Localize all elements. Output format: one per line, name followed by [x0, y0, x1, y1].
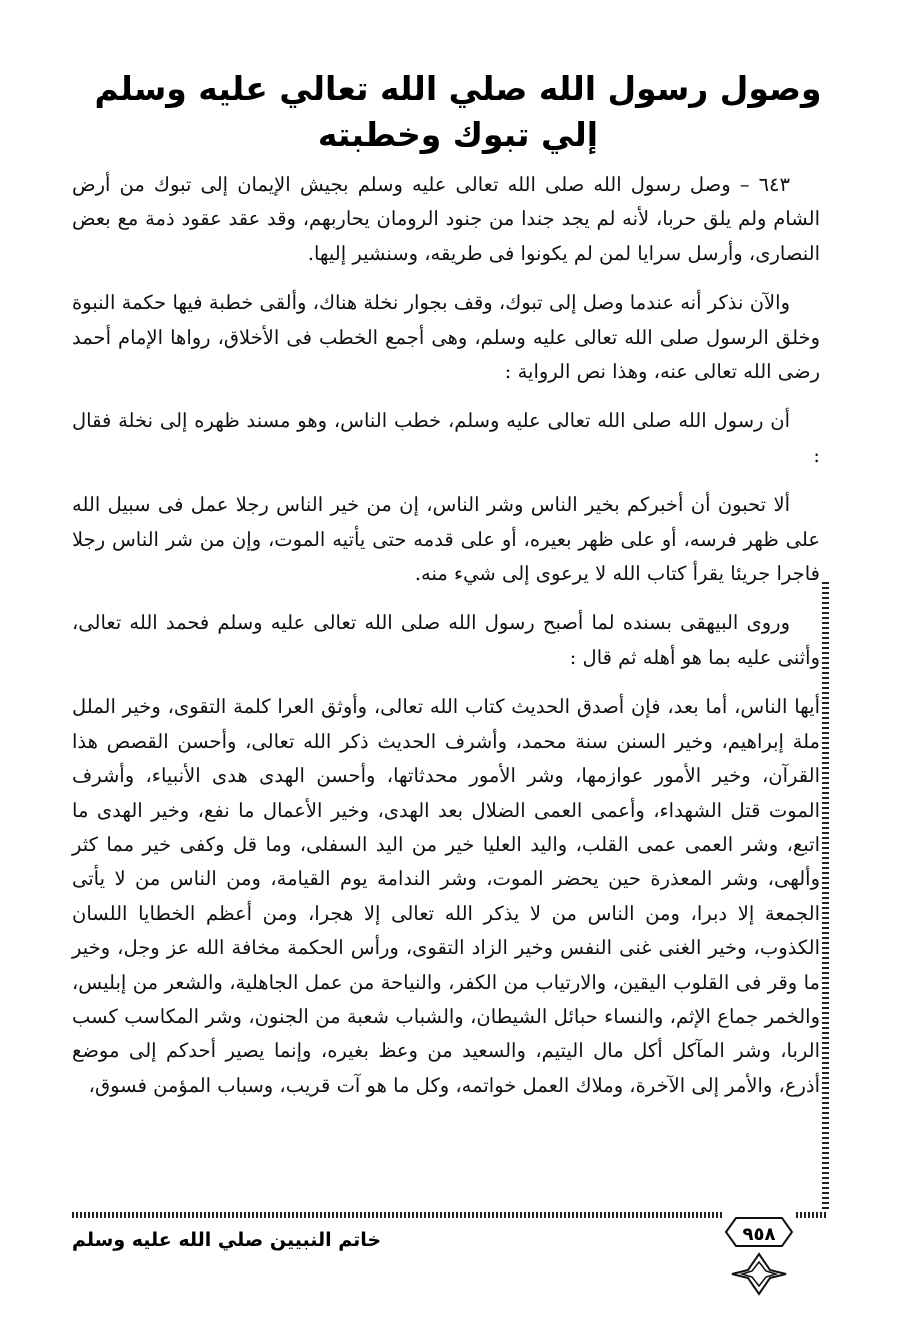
chapter-title-line-1: وصول رسول الله صلي الله تعالي عليه وسلم	[94, 69, 822, 108]
chapter-title-line-2: إلي تبوك وخطبته	[317, 115, 599, 154]
paragraph-narration: أن رسول الله صلى الله تعالى عليه وسلم، خطب الناس، وهو مسند ظهره إلى نخلة فقال :	[72, 409, 820, 467]
book-title: خاتم النبيين صلي الله عليه وسلم	[72, 1229, 382, 1251]
paragraph-hadith-1: ألا تحبون أن أخبركم بخير الناس وشر الناس، إن من خير الناس رجلا عمل فى سبيل الله على ظهر فرسه، أو على ظهر بعيره، أو على قدمه حتى يأتيه الموت، وإن من شر الناس رجلا فاجرا جريئا يقرأ كتاب الله لا يرعوى إلى شيء منه.	[72, 493, 820, 586]
page-number: ٩٥٨	[742, 1224, 776, 1245]
paragraph-context: والآن نذكر أنه عندما وصل إلى تبوك، وقف بجوار نخلة هناك، وألقى خطبة فيها حكمة النبوة وخلق الرسول صلى الله تعالى عليه وسلم، وهى أجمع الخطب فى الأخلاق، رواها الإمام أحمد رضى الله تعالى عنه، وهذا نص الرواية :	[72, 291, 820, 384]
paragraph-sermon: أيها الناس، أما بعد، فإن أصدق الحديث كتاب الله تعالى، وأوثق العرا كلمة التقوى، وخير الملل ملة إبراهيم، وخير السنن سنة محمد، وأشرف الحديث ذكر الله تعالى، وأحسن القصص هذا القرآن، وخير الأمور عوازمها، وشر الأمور محدثاتها، وأحسن الهدى هدى الأنبياء، وأشرف الموت قتل الشهداء، وأعمى العمى الضلال بعد الهدى، وخير الأعمال ما نفع، وخير الهدى ما اتبع، وشر العمى عمى القلب، واليد العليا خير من اليد السفلى، وما قل وكفى خير مما كثر وألهى، وشر المعذرة حين يحضر الموت، وشر الندامة يوم القيامة، ومن الناس من لا يأتى الجمعة إلا دبرا، ومن الناس من لا يذكر الله تعالى إلا هجرا، ومن أعظم الخطايا اللسان الكذوب، وخير الغنى غنى النفس وخير الزاد التقوى، ورأس الحكمة مخافة الله عز وجل، وخير ما وقر فى القلوب اليقين، والارتياب من الكفر، والنياحة من عمل الجاهلية، والشعر من إبليس، والخمر جماع الإثم، والنساء حبائل الشيطان، والشباب شعبة من الجنون، وشر المكاسب كسب الربا، وشر المآكل أكل مال اليتيم، والسعيد من وعظ بغيره، وإنما يصير أحدكم إلى موضع أذرع، والأمر إلى الآخرة، وملاك العمل خواتمه، وكل ما هو آت قريب، وسباب المؤمن فسوق،	[72, 695, 820, 1097]
paragraph-bayhaqi: وروى البيهقى بسنده لما أصبح رسول الله صلى الله تعالى عليه وسلم فحمد الله تعالى، وأثنى عليه بما هو أهله ثم قال :	[72, 611, 820, 669]
paragraph-intro: ٦٤٣ – وصل رسول الله صلى الله تعالى عليه وسلم بجيش الإيمان إلى تبوك من أرض الشام ولم يلق حربا، لأنه لم يجد جندا من جنود الرومان يحاربهم، وقد عقد عقود ذمة مع بعض النصارى، وأرسل سرايا لمن لم يكونوا فى طريقه، وسنشير إليها.	[72, 173, 820, 265]
body-text	[72, 168, 820, 1118]
footer-border	[72, 1212, 722, 1218]
decorative-side-border	[822, 582, 829, 1212]
footer-border-right	[796, 1212, 828, 1218]
